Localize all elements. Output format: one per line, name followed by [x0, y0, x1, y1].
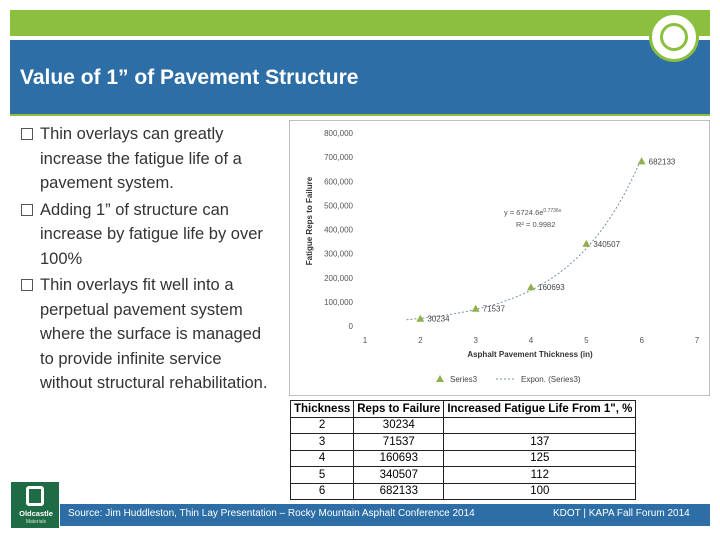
table-cell: 682133	[354, 483, 444, 500]
chart-canvas	[290, 121, 711, 397]
footer-event: KDOT | KAPA Fall Forum 2014	[553, 508, 690, 519]
table-cell	[444, 417, 636, 434]
bullet-item	[20, 122, 275, 196]
legend-label: Series3	[450, 375, 478, 384]
y-tick-label: 300,000	[324, 249, 353, 259]
logo-text: Oldcastle	[19, 509, 53, 518]
oldcastle-logo	[10, 481, 60, 529]
top-accent-band	[10, 10, 710, 36]
bullet-list	[20, 122, 275, 398]
table-row	[291, 467, 636, 484]
y-tick-label: 0	[348, 322, 353, 331]
y-tick-label: 700,000	[324, 153, 353, 163]
trendline	[407, 158, 642, 320]
table-cell: 112	[444, 467, 636, 484]
bullet-item	[20, 273, 275, 396]
x-tick-label: 7	[694, 336, 700, 345]
footer-source: Source: Jim Huddleston, Thin Lay Presentation – Rocky Mountain Asphalt Conference 2014	[68, 508, 475, 519]
bullet-square-icon	[21, 204, 33, 216]
table-cell: 100	[444, 483, 636, 500]
logo-mark-icon	[26, 486, 44, 506]
data-label: 30234	[427, 314, 450, 324]
table-cell: 6	[291, 483, 354, 500]
bullet-text: Thin overlays fit well into a perpetual pavement system where the surface is managed to provide infinite service without structural rehabilitation.	[40, 276, 268, 392]
y-tick-label: 400,000	[324, 225, 353, 235]
data-point	[527, 283, 535, 290]
fatigue-chart	[289, 120, 710, 396]
x-tick-label: 1	[362, 336, 368, 345]
x-tick-label: 3	[473, 336, 478, 345]
table-header-row	[291, 401, 636, 418]
bullet-square-icon	[21, 279, 33, 291]
table-row	[291, 417, 636, 434]
ring-logo-icon	[649, 12, 699, 62]
table-cell: 71537	[354, 434, 444, 451]
table-cell: 3	[291, 434, 354, 451]
x-tick-label: 5	[584, 336, 589, 345]
table-cell: 125	[444, 450, 636, 467]
table-cell: 4	[291, 450, 354, 467]
table-row	[291, 434, 636, 451]
table-cell: 160693	[354, 450, 444, 467]
data-label: 682133	[648, 157, 676, 167]
table-cell: 340507	[354, 467, 444, 484]
bullet-item	[20, 198, 275, 272]
ring-inner-icon	[660, 23, 688, 51]
data-point	[472, 305, 480, 312]
table-cell: 137	[444, 434, 636, 451]
y-tick-label: 100,000	[324, 297, 353, 307]
bullet-text: Thin overlays can greatly increase the fatigue life of a pavement system.	[40, 125, 242, 192]
data-label: 160693	[538, 283, 565, 293]
bullet-square-icon	[21, 128, 33, 140]
slide-title: Value of 1” of Pavement Structure	[20, 66, 359, 89]
data-point	[638, 157, 646, 164]
table-header-cell: Increased Fatigue Life From 1", %	[444, 401, 636, 418]
table-row	[291, 450, 636, 467]
x-axis-label: Asphalt Pavement Thickness (in)	[467, 350, 593, 359]
table-row	[291, 483, 636, 500]
data-point	[582, 240, 590, 247]
y-axis-label: Fatigue Reps to Failure	[305, 176, 314, 266]
table-cell: 30234	[354, 417, 444, 434]
y-tick-label: 800,000	[324, 129, 353, 138]
logo-subtext: Materials	[25, 519, 47, 525]
title-divider	[10, 114, 710, 116]
table-cell: 2	[291, 417, 354, 434]
table-cell: 5	[291, 467, 354, 484]
x-tick-label: 4	[528, 336, 534, 345]
x-tick-label: 6	[639, 336, 644, 345]
table-header-cell: Reps to Failure	[354, 401, 444, 418]
y-tick-label: 500,000	[324, 201, 353, 211]
legend-label: Expon. (Series3)	[521, 375, 581, 384]
x-tick-label: 2	[418, 336, 423, 345]
trendline-equation: $y = 6724.6e^{0.7736x}$	[504, 208, 562, 217]
fatigue-table	[290, 400, 636, 500]
table-header-cell: Thickness	[291, 401, 354, 418]
r-squared-label: R² = 0.9982	[516, 220, 556, 229]
data-label: 340507	[593, 239, 621, 249]
data-label: 71537	[482, 304, 505, 314]
bullet-text: Adding 1” of structure can increase by fatigue life by over 100%	[40, 200, 263, 268]
y-tick-label: 600,000	[324, 177, 353, 187]
y-tick-label: 200,000	[324, 273, 353, 283]
legend-marker	[436, 375, 444, 382]
